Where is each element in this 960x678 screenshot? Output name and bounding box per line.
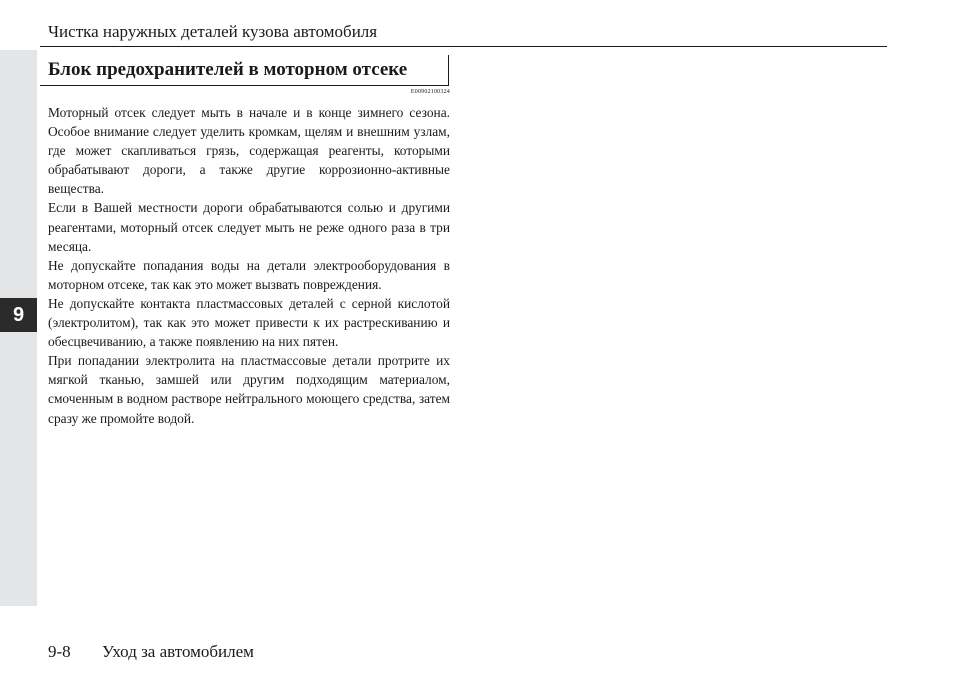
footer-chapter-title: Уход за автомобилем	[102, 642, 254, 661]
document-code: E00902100324	[410, 89, 450, 95]
body-text	[48, 103, 450, 428]
paragraph: Не допускайте попадания воды на детали электрооборудования в моторном отсеке, так как это может вызвать повреждения.	[48, 257, 450, 292]
chapter-tab[interactable]: 9	[0, 298, 37, 332]
section-title: Блок предохранителей в моторном отсеке	[48, 59, 408, 80]
section-title-box	[40, 55, 449, 86]
paragraph: Если в Вашей местности дороги обрабатываются солью и другими реагентами, моторный отсек следует мыть не реже одного раза в три месяца.	[48, 200, 450, 254]
paragraph: Моторный отсек следует мыть в начале и в конце зимнего сезона. Особое внимание следует уделить кромкам, щелям и внешним узлам, где может скапливаться грязь, содержащая реагенты, которыми обрабатывают дороги, а также другие коррозионно-активные вещества.	[48, 105, 450, 197]
paragraph: Не допускайте контакта пластмассовых деталей с серной кислотой (электролитом), так как это может привести к их растрескиванию и обесцвечиванию, а также появлению на них пятен.	[48, 295, 450, 350]
paragraph: При попадании электролита на пластмассовые детали протрите их мягкой тканью, замшей или другим подходящим материалом, смоченным в водном растворе нейтрального моющего средства, затем сразу же промойте водой.	[48, 353, 450, 426]
running-header: Чистка наружных деталей кузова автомобиля	[48, 22, 378, 41]
page-number: 9-8	[48, 642, 71, 661]
page-footer	[48, 642, 254, 662]
header-divider	[40, 46, 887, 47]
